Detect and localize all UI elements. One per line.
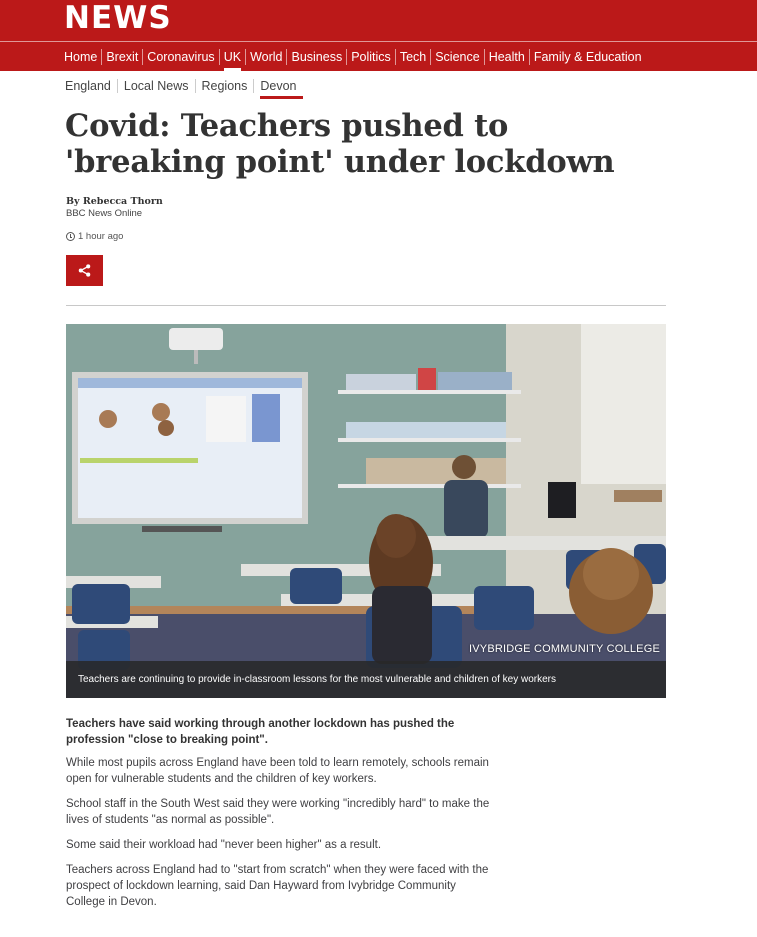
image-caption: Teachers are continuing to provide in-classroom lessons for the most vulnerable and children of key workers [66,661,666,698]
article-paragraph: Teachers across England had to "start from scratch" when they were faced with the prospect of lockdown learning, said Dan Hayward from Ivybridge Community College in Devon. [66,864,489,908]
subnav-item-england[interactable]: England [65,79,111,93]
nav-item-brexit[interactable]: Brexit [106,50,139,64]
share-icon [78,264,91,277]
nav-item-uk[interactable]: UK [220,46,245,68]
nav-item-family-education[interactable]: Family & Education [533,50,642,64]
masthead-top [0,0,757,41]
article-paragraph: While most pupils across England have been told to learn remotely, schools remain open for vulnerable students and the children of key workers. [66,757,489,785]
article-image [66,324,666,698]
article-lead-paragraph: Teachers have said working through another lockdown has pushed the profession "close to breaking point". [66,718,455,746]
masthead-divider [0,41,757,42]
timestamp-text: 1 hour ago [78,231,124,242]
share-button[interactable] [66,255,103,286]
article-headline: Covid: Teachers pushed to 'breaking point' under lockdown [65,108,615,180]
subnav-item-regions[interactable]: Regions [201,79,248,93]
nav-item-world[interactable]: World [250,50,283,64]
classroom-photo [66,324,666,698]
image-credit: IVYBRIDGE COMMUNITY COLLEGE [468,643,660,655]
nav-item-health[interactable]: Health [488,50,525,64]
byline [66,196,163,220]
subnav-item-devon[interactable]: Devon [254,77,302,95]
nav-item-business[interactable]: Business [291,50,343,64]
news-logo[interactable]: NEWS [64,0,172,36]
article-body [66,716,490,919]
article-paragraph: School staff in the South West said they were working "incredibly hard" to make the lives of students "as normal as possible". [66,798,490,826]
header-divider [66,305,666,306]
masthead [0,0,757,71]
primary-nav [64,45,646,69]
secondary-nav [65,76,303,96]
clock-icon [66,232,75,241]
nav-item-home[interactable]: Home [64,50,98,64]
timestamp [66,231,123,242]
subnav-item-local-news[interactable]: Local News [123,79,189,93]
article-paragraph: Some said their workload had "never been higher" as a result. [66,839,382,851]
nav-item-science[interactable]: Science [435,50,480,64]
author-name: By Rebecca Thorn [66,196,163,207]
nav-item-coronavirus[interactable]: Coronavirus [147,50,215,64]
nav-item-tech[interactable]: Tech [399,50,427,64]
author-organisation: BBC News Online [66,208,143,219]
nav-item-politics[interactable]: Politics [351,50,391,64]
